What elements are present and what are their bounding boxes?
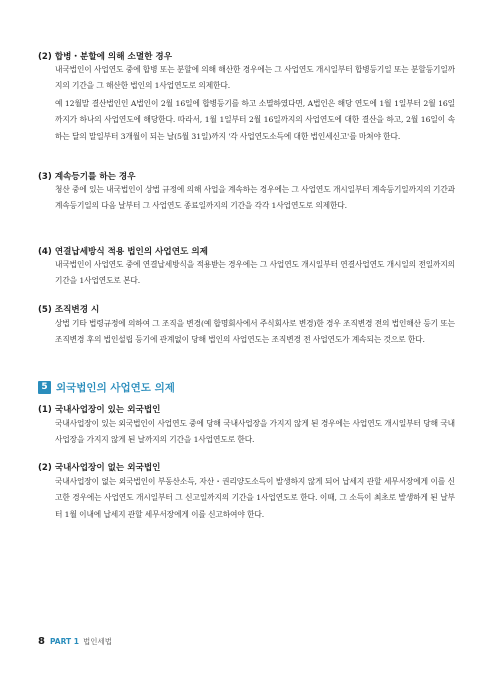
page-footer xyxy=(38,636,112,647)
section-heading xyxy=(38,380,175,394)
subheading-continuation: (3) 계속등기를 하는 경우 xyxy=(38,172,136,182)
subheading-merger: (2) 합병・분할에 의해 소멸한 경우 xyxy=(38,52,173,62)
subheading-consolidated: (4) 연결납세방식 적용 법인의 사업연도 의제 xyxy=(38,247,208,257)
page-number: 8 xyxy=(38,636,45,647)
paragraph-no-domestic-place: 국내사업장이 없는 외국법인이 부동산소득, 자산・권리양도소득이 발생하지 않게 되어 납세지 관할 세무서장에게 이를 신고한 경우에는 사업연도 개시일부터 그 신고일까지의 기간을 1사업연도로 한다. 이때, 그 소득이 최초로 발생하게 된 날부터 1월 이내에 납세지 관할 세무서장에게 이를 신고하여야 한다. xyxy=(55,477,455,519)
paragraph-continuation: 청산 중에 있는 내국법인이 상법 규정에 의해 사업을 계속하는 경우에는 그 사업연도 개시일부터 계속등기일까지의 기간과 계속등기일의 다음 날부터 그 사업연도 종료일까지의 기간을 각각 1사업연도로 의제한다. xyxy=(55,185,455,211)
subheading-no-domestic-place: (2) 국내사업장이 없는 외국법인 xyxy=(38,463,161,473)
paragraph-consolidated: 내국법인이 사업연도 중에 연결납세방식을 적용받는 경우에는 그 사업연도 개시일부터 연결사업연도 개시일의 전일까지의 기간을 1사업연도로 본다. xyxy=(55,260,455,286)
example-merger: 예 12월말 결산법인인 A법인이 2월 16일에 합병등기를 하고 소멸하였다면, A법인은 해당 연도에 1월 1일부터 2월 16일까지가 하나의 사업연도에 해당한다. 따라서, 1월 1일부터 2월 16일까지의 사업연도에 대한 결산을 하고, 2월 16일이 속하는 달의 말일부터 3개월이 되는 날(5월 31일)까지 '각 사업연도소득에 대한 법인세신고'를 마쳐야 한다. xyxy=(55,99,455,141)
subheading-reorganization: (5) 조직변경 시 xyxy=(38,305,100,315)
subheading-domestic-place: (1) 국내사업장이 있는 외국법인 xyxy=(38,405,161,415)
paragraph-domestic-place: 국내사업장이 있는 외국법인이 사업연도 중에 당해 국내사업장을 가지지 않게 된 경우에는 사업연도 개시일부터 당해 국내사업장을 가지지 않게 된 날까지의 기간을 1사업연도로 한다. xyxy=(55,419,455,445)
paragraph-merger: 내국법인이 사업연도 중에 합병 또는 분할에 의해 해산한 경우에는 그 사업연도 개시일부터 합병등기일 또는 분할등기일까지의 기간을 그 해산한 법인의 1사업연도로 의제한다. xyxy=(55,65,455,91)
paragraph-reorganization: 상법 기타 법령규정에 의하여 그 조직을 변경(예 합명회사에서 주식회사로 변경)한 경우 조직변경 전의 법인해산 등기 또는 조직변경 후의 법인설립 등기에 관계없이 당해 법인의 사업연도는 조직변경 전 사업연도가 계속되는 것으로 한다. xyxy=(55,319,455,345)
section-title: 외국법인의 사업연도 의제 xyxy=(56,381,175,394)
part-label: PART 1 xyxy=(49,637,79,646)
section-number-badge: 5 xyxy=(38,381,51,394)
book-title: 법인세법 xyxy=(82,637,112,646)
